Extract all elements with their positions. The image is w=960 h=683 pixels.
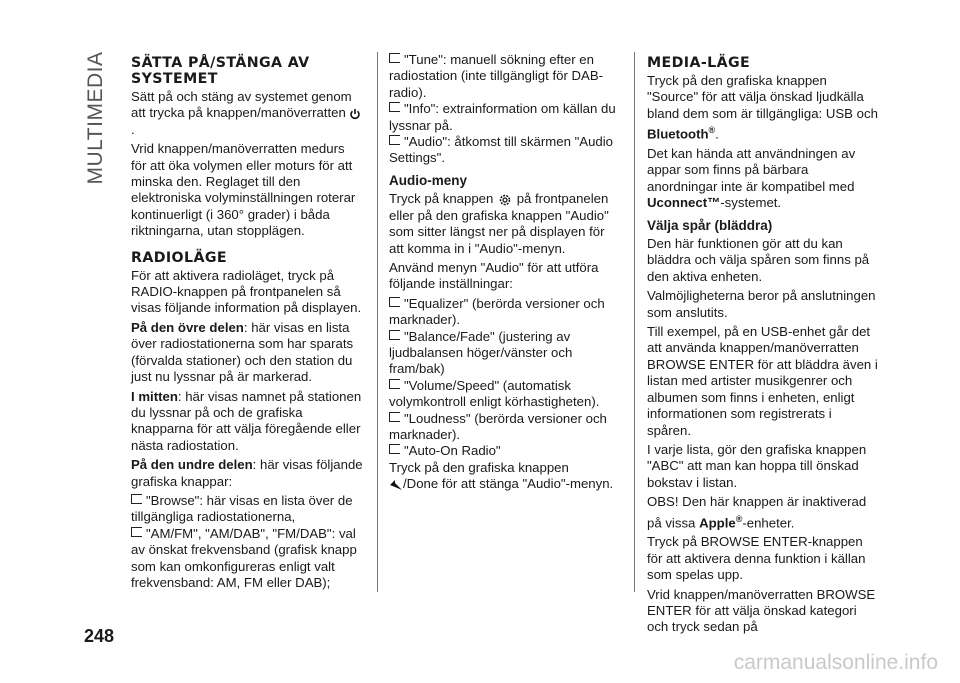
column-1 [131,55,363,591]
paragraph: Tryck på knappen på frontpanelen eller på den grafiska knappen "Audio" som sitter längst ner på displayen för att komma in i "Audio"-menyn. [389,191,609,256]
section-side-tab: MULTIMEDIA [84,51,107,185]
paragraph: Vrid knappen/manöverratten medurs för att öka volymen eller moturs för att minska den. Reglaget till den elektroniska volyminställningen roterar kontinuerligt (i 360° grader) i båda riktningarna, utan stopplägen. [131,141,356,239]
paragraph: Valmöjligheterna beror på anslutningen som anslutits. [647,288,876,320]
settings-gear-icon [497,191,513,206]
column-divider [377,52,378,592]
list-item: "AM/FM", "AM/DAB", "FM/DAB": val av önskat frekvensband (grafisk knapp som kan omkonfigureras enligt valt frekvensband: AM, FM eller DAB); [131,525,357,590]
list-item: "Volume/Speed" (automatisk volymkontroll enligt körhastigheten). [389,377,600,410]
back-arrow-icon [389,476,403,491]
list-item: "Browse": här visas en lista över de tillgängliga radiostationerna, [131,492,353,525]
bullet-icon [389,379,400,389]
list-item: "Tune": manuell sökning efter en radiostation (inte tillgängligt för DAB-radio). [389,52,604,100]
paragraph: Använd menyn "Audio" för att utföra följande inställningar: [389,259,599,292]
list-item: "Audio": åtkomst till skärmen "Audio Settings". [389,134,614,166]
paragraph: OBS! Den här knappen är inaktiverad på vissa Apple®-enheter. [647,494,867,530]
bullet-icon [131,494,142,504]
list-item: "Info": extrainformation om källan du lyssnar på. [389,101,616,133]
list-item: "Auto-On Radio" [389,443,619,459]
heading-media: MEDIA-LÄGE [647,55,751,71]
list-item: "Loudness" (berörda versioner och marknader). [389,410,607,443]
bullet-icon [389,412,400,422]
column-2 [389,52,619,496]
bullet-icon [389,135,400,145]
paragraph: Sätt på och stäng av systemet genom att trycka på knappen/manöverratten . [131,89,363,138]
bullet-icon [389,102,400,112]
heading-audio-menu: Audio-meny [389,172,468,188]
page-number: 248 [84,626,115,646]
paragraph: Tryck på den grafiska knappen /Done för att stänga "Audio"-menyn. [389,459,614,492]
paragraph: Tryck på den grafiska knappen "Source" för att välja önskad ljudkälla bland dem som är tillgängliga: USB och Bluetooth®. [647,73,878,142]
paragraph: Den här funktionen gör att du kan bläddra och välja spåren som finns på den aktiva enheten. [647,236,870,284]
heading-radio: RADIOLÄGE [131,249,227,266]
paragraph: Vrid knappen/manöverratten BROWSE ENTER för att välja önskad kategori och tryck sedan på [647,586,876,635]
bullet-icon [389,53,400,63]
paragraph: På den övre delen: här visas en lista över radiostationerna som har sparats (förvalda stationer) och den station du just nu lyssnar på är markerad. [131,319,354,385]
bullet-icon [389,330,400,340]
heading-power: SÄTTA PÅ/STÄNGA AV SYSTEMET [131,55,310,87]
paragraph: Till exempel, på en USB-enhet går det att använda knappen/manöverratten BROWSE ENTER för att bläddra även i listan med artister musikgenrer och albumen som finns i enheten, enligt informationen som registrerats i spåren. [647,324,878,438]
bullet-icon [131,527,142,537]
bullet-icon [389,297,400,307]
column-3 [647,55,879,639]
paragraph: På den undre delen: här visas följande grafiska knappar: [131,457,363,489]
paragraph: I mitten: här visas namnet på stationen du lyssnar på och de grafiska knapparna för att välja föregående eller nästa radiostation. [131,388,362,453]
heading-track-select: Välja spår (bläddra) [647,217,773,233]
paragraph: Det kan hända att användningen av appar som finns på bärbara anordningar inte är kompatibel med Uconnect™-systemet. [647,146,856,211]
list-item: "Balance/Fade" (justering av ljudbalansen höger/vänster och fram/bak) [389,328,573,377]
watermark: carmanualsonline.info [733,651,938,674]
bullet-icon [389,444,400,454]
list-item: "Equalizer" (berörda versioner och marknader). [389,295,605,328]
power-icon [349,105,361,120]
paragraph: I varje lista, gör den grafiska knappen "ABC" att man kan hoppa till önskad bokstav i listan. [647,441,867,490]
column-divider [634,52,635,592]
paragraph: Tryck på BROWSE ENTER-knappen för att aktivera denna funktion i källan som spelas upp. [647,534,866,583]
paragraph: För att aktivera radioläget, tryck på RADIO-knappen på frontpanelen så visas följande information på displayen. [131,267,362,316]
